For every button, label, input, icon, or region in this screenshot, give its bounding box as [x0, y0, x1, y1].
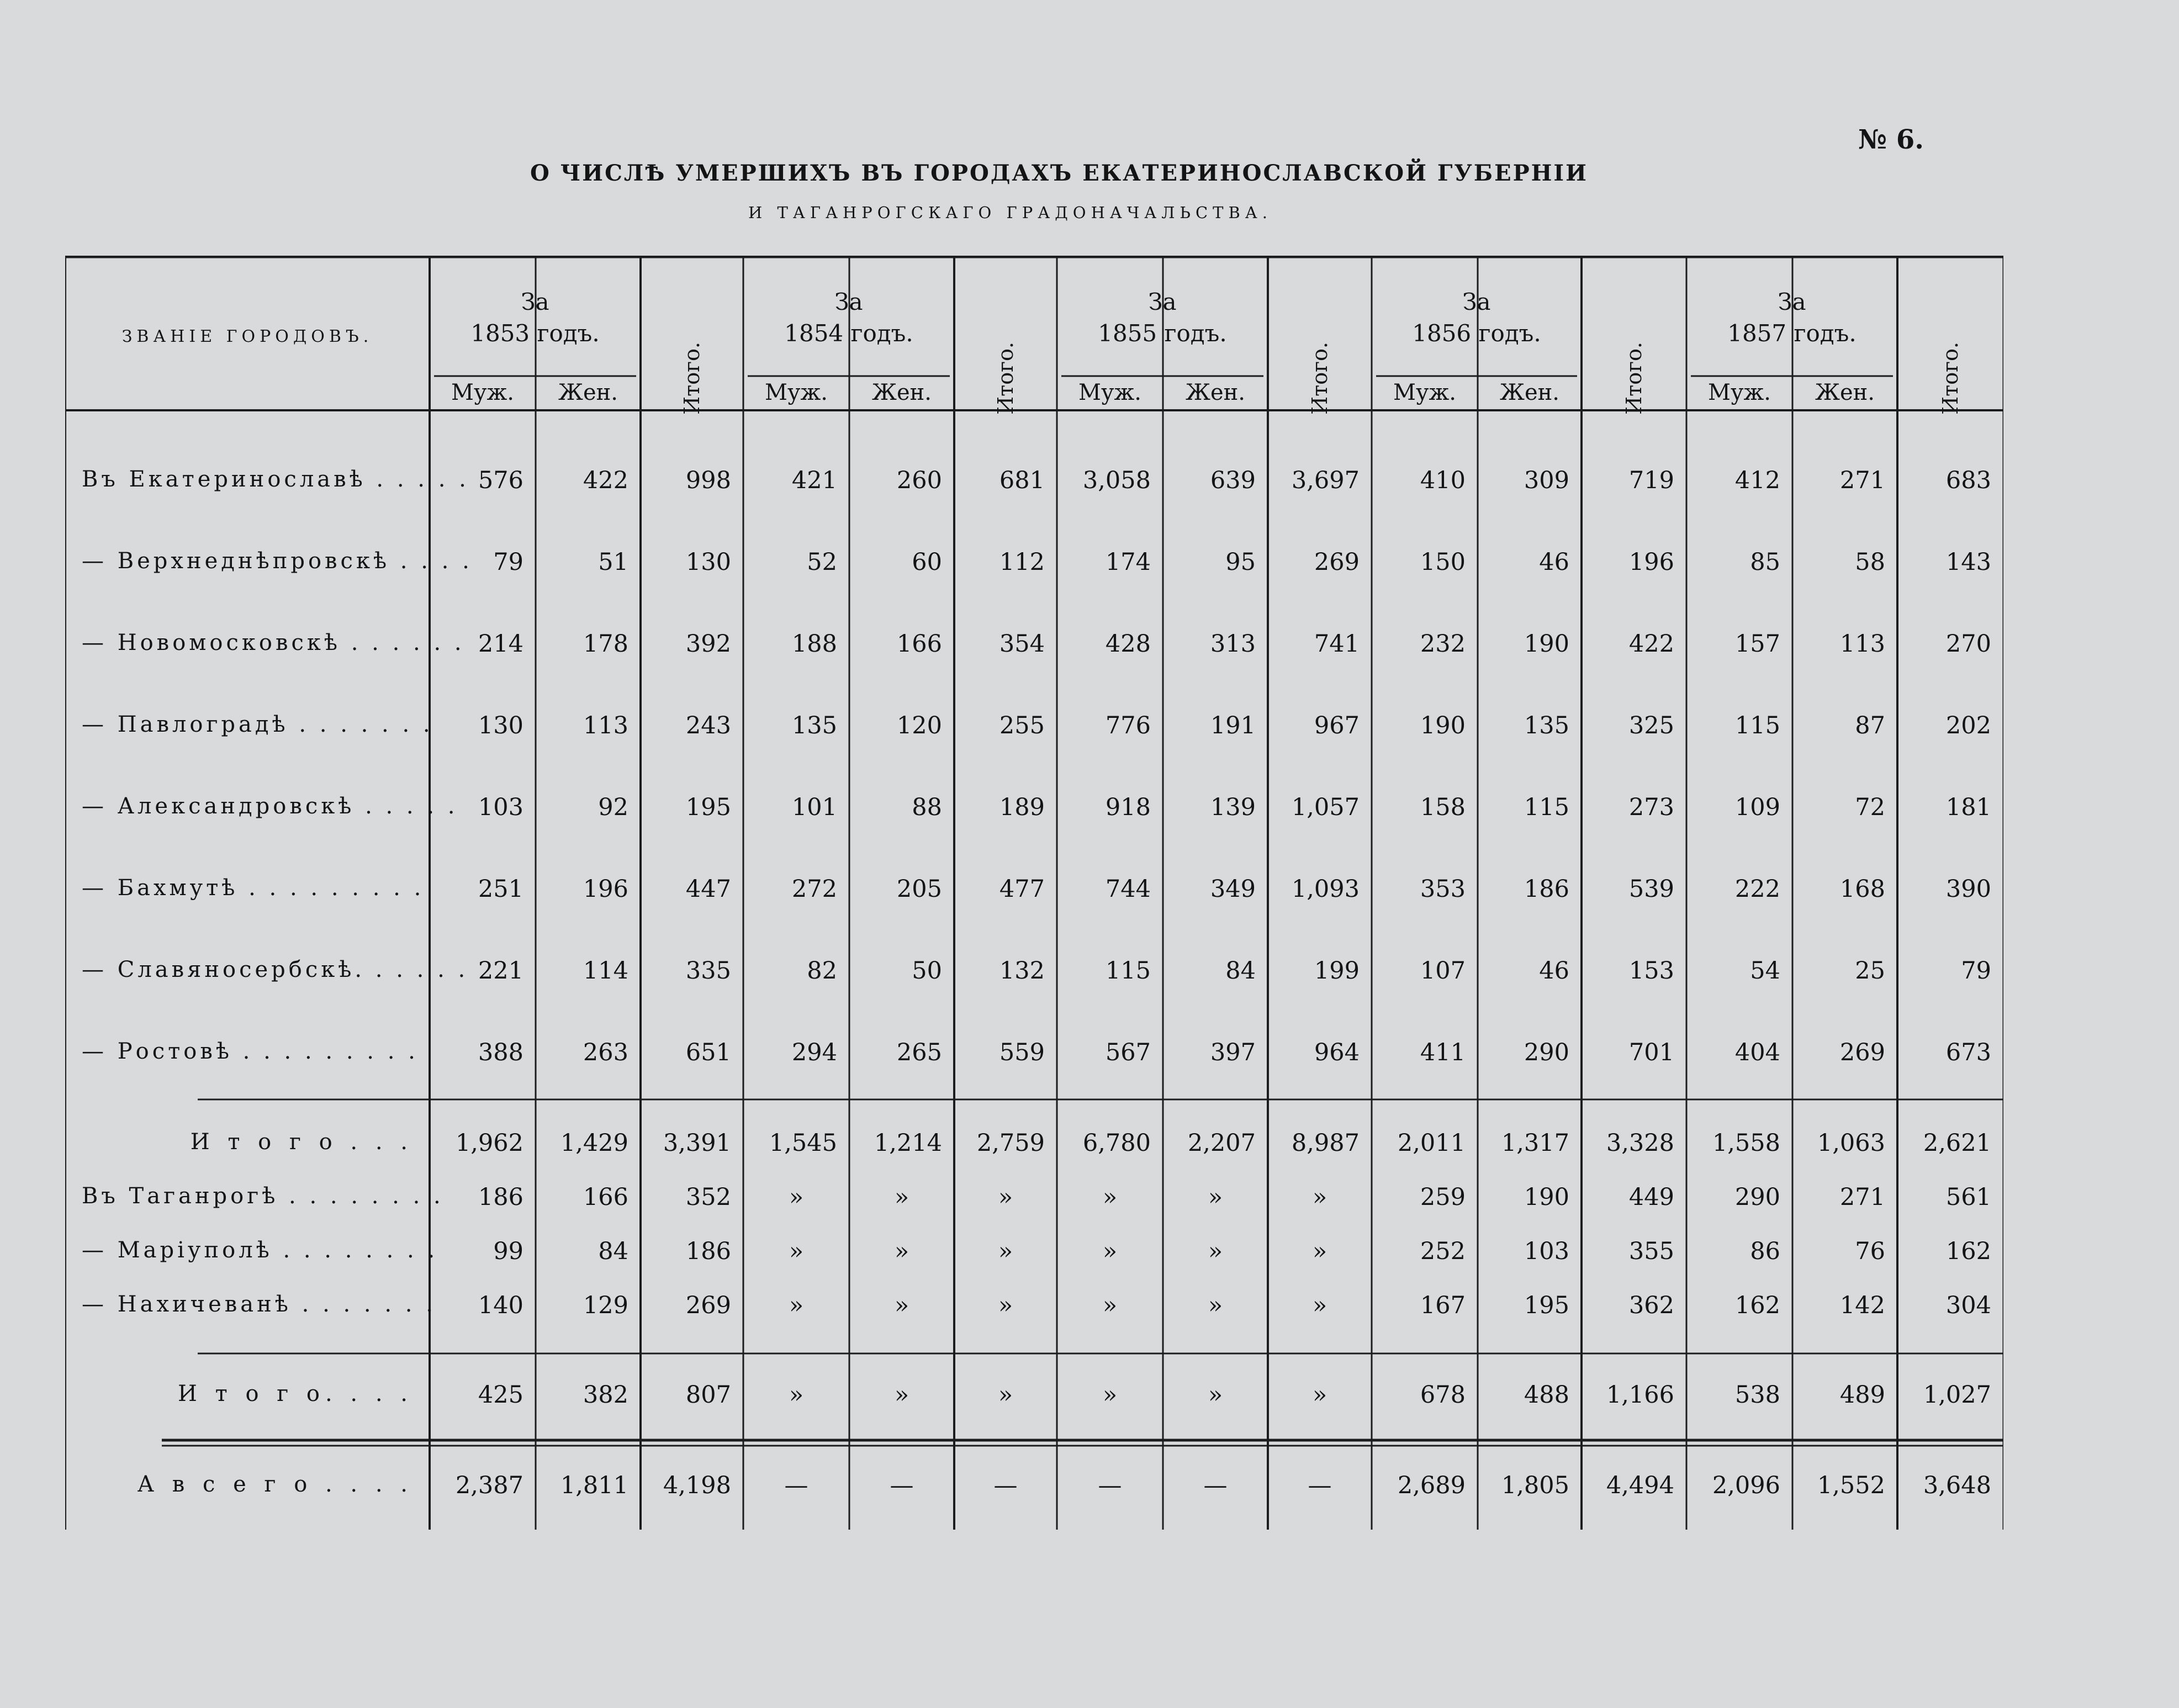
- city-row-cell: 354: [999, 630, 1045, 658]
- mortality-table: [65, 256, 2003, 1530]
- city-row-cell: 309: [1524, 467, 1569, 494]
- city-row-label: — Бахмутѣ . . . . . . . . .: [82, 875, 425, 901]
- city-row-cell: 411: [1420, 1039, 1466, 1066]
- city-row-label: — Верхнеднѣпровскѣ . . . .: [82, 548, 473, 574]
- subtotal-row-cell: 382: [583, 1381, 628, 1409]
- header-male: Муж.: [451, 380, 514, 405]
- city-row-cell: 135: [1524, 712, 1569, 739]
- city-row-cell: 567: [1105, 1039, 1151, 1066]
- city-row-cell: »: [894, 1238, 909, 1265]
- header-year-label: 1856 годъ.: [1412, 320, 1541, 347]
- city-row-cell: 166: [896, 630, 942, 658]
- subtotal-row-cell: »: [998, 1381, 1013, 1409]
- grand-total-row-cell: 2,096: [1712, 1472, 1780, 1499]
- city-row-cell: 167: [1420, 1292, 1466, 1319]
- city-row-cell: »: [894, 1183, 909, 1211]
- grand-total-row-cell: —: [1098, 1472, 1122, 1499]
- city-row-cell: 129: [583, 1292, 628, 1319]
- city-row-cell: 158: [1420, 794, 1466, 821]
- city-row-cell: 199: [1314, 957, 1360, 985]
- city-row-cell: »: [789, 1238, 804, 1265]
- subtotal-row-cell: 2,759: [976, 1129, 1045, 1157]
- city-row-cell: 86: [1750, 1238, 1780, 1265]
- city-row-cell: 352: [685, 1183, 731, 1211]
- grand-total-row-cell: 4,494: [1606, 1472, 1674, 1499]
- subtotal-row-cell: 2,621: [1923, 1129, 1991, 1157]
- city-row-label: — Новомосковскѣ . . . . . .: [82, 630, 465, 655]
- city-row-cell: 251: [478, 875, 523, 903]
- city-row-cell: 60: [912, 548, 942, 576]
- city-row-cell: 967: [1314, 712, 1360, 739]
- subtotal-row-cell: 2,207: [1187, 1129, 1256, 1157]
- city-row-cell: 260: [896, 467, 942, 494]
- subtotal-row-cell: 8,987: [1291, 1129, 1360, 1157]
- city-row-cell: 255: [999, 712, 1045, 739]
- city-row-cell: »: [1208, 1183, 1223, 1211]
- city-row-cell: 744: [1105, 875, 1151, 903]
- city-row-cell: 355: [1628, 1238, 1674, 1265]
- city-row-cell: 353: [1420, 875, 1466, 903]
- city-row-cell: 477: [999, 875, 1045, 903]
- city-row-cell: 181: [1945, 794, 1991, 821]
- city-row-cell: 741: [1314, 630, 1360, 658]
- header-year-label: 1857 годъ.: [1727, 320, 1857, 347]
- city-row-cell: 397: [1210, 1039, 1256, 1066]
- city-row-cell: 252: [1420, 1238, 1466, 1265]
- header-year-label: 1855 годъ.: [1098, 320, 1227, 347]
- city-row-cell: »: [789, 1183, 804, 1211]
- city-row-cell: 46: [1539, 957, 1569, 985]
- header-female: Жен.: [872, 380, 932, 405]
- city-row-cell: 422: [1628, 630, 1674, 658]
- city-row-cell: 576: [478, 467, 523, 494]
- city-row-cell: 449: [1628, 1183, 1674, 1211]
- city-row-cell: 964: [1314, 1039, 1360, 1066]
- city-row-cell: 412: [1734, 467, 1780, 494]
- city-row-cell: 259: [1420, 1183, 1466, 1211]
- city-row-cell: 195: [1524, 1292, 1569, 1319]
- city-row-cell: 58: [1855, 548, 1885, 576]
- city-row-cell: 410: [1420, 467, 1466, 494]
- city-row-cell: 51: [598, 548, 628, 576]
- grand-total-row-cell: —: [890, 1472, 914, 1499]
- city-row-cell: »: [1312, 1292, 1328, 1319]
- header-year-label: 1854 годъ.: [784, 320, 913, 347]
- city-row-cell: 174: [1105, 548, 1151, 576]
- city-row-label: — Александровскѣ . . . . .: [82, 794, 458, 819]
- city-row-cell: 294: [791, 1039, 837, 1066]
- city-row-cell: 25: [1855, 957, 1885, 985]
- city-row-cell: 82: [807, 957, 837, 985]
- city-row-cell: »: [1208, 1238, 1223, 1265]
- subtotal-row-label: И т о г о. . . .: [178, 1381, 413, 1406]
- city-row-cell: »: [1312, 1183, 1328, 1211]
- city-row-cell: 190: [1524, 1183, 1569, 1211]
- city-row-cell: »: [1102, 1183, 1118, 1211]
- city-row-cell: 120: [896, 712, 942, 739]
- city-row-cell: 265: [896, 1039, 942, 1066]
- city-row-cell: 143: [1945, 548, 1991, 576]
- city-row-cell: 271: [1839, 1183, 1885, 1211]
- city-row-cell: »: [1312, 1238, 1328, 1265]
- city-row-cell: 222: [1734, 875, 1780, 903]
- subtotal-row-cell: 1,962: [455, 1129, 523, 1157]
- subtotal-row-cell: 1,545: [769, 1129, 837, 1157]
- city-row-label: — Нахичеванѣ . . . . . . .: [82, 1292, 436, 1317]
- city-row-cell: 719: [1628, 467, 1674, 494]
- grand-total-row-cell: —: [1203, 1472, 1228, 1499]
- city-row-cell: »: [894, 1292, 909, 1319]
- city-row-cell: 132: [999, 957, 1045, 985]
- subtotal-row-cell: 2,011: [1397, 1129, 1466, 1157]
- subtotal-row-cell: 1,027: [1923, 1381, 1991, 1409]
- header-total: Итого.: [1938, 342, 1963, 415]
- city-row-cell: »: [998, 1183, 1013, 1211]
- city-row-cell: 189: [999, 794, 1045, 821]
- city-row-cell: 142: [1839, 1292, 1885, 1319]
- city-row-cell: 404: [1734, 1039, 1780, 1066]
- city-row-cell: 92: [598, 794, 628, 821]
- grand-total-row-cell: —: [784, 1472, 808, 1499]
- city-row-cell: 639: [1210, 467, 1256, 494]
- city-row-cell: 162: [1945, 1238, 1991, 1265]
- city-row-cell: 113: [583, 712, 628, 739]
- subtotal-row-cell: »: [1208, 1381, 1223, 1409]
- city-row-cell: 101: [791, 794, 837, 821]
- city-row-cell: 421: [791, 467, 837, 494]
- city-row-cell: 271: [1839, 467, 1885, 494]
- header-year-za: За: [1462, 288, 1491, 315]
- city-row-cell: 196: [1628, 548, 1674, 576]
- header-total: Итого.: [680, 342, 704, 415]
- city-row-cell: 186: [1524, 875, 1569, 903]
- city-row-cell: 191: [1210, 712, 1256, 739]
- city-row-cell: 130: [478, 712, 523, 739]
- city-row-cell: 190: [1420, 712, 1466, 739]
- subtotal-row-cell: 489: [1839, 1381, 1885, 1409]
- city-row-cell: 673: [1945, 1039, 1991, 1066]
- city-row-cell: 651: [685, 1039, 731, 1066]
- city-row-cell: 46: [1539, 548, 1569, 576]
- city-row-cell: »: [1102, 1292, 1118, 1319]
- city-row-cell: 1,093: [1291, 875, 1360, 903]
- city-row-cell: 87: [1855, 712, 1885, 739]
- grand-total-row-cell: —: [993, 1472, 1018, 1499]
- city-row-cell: 202: [1945, 712, 1991, 739]
- grand-total-row-cell: 1,805: [1501, 1472, 1569, 1499]
- city-row-cell: 157: [1734, 630, 1780, 658]
- city-row-cell: 270: [1945, 630, 1991, 658]
- header-female: Жен.: [1815, 380, 1875, 405]
- subtotal-row-cell: »: [1102, 1381, 1118, 1409]
- city-row-cell: 79: [493, 548, 523, 576]
- city-row-cell: 52: [807, 548, 837, 576]
- header-female: Жен.: [1500, 380, 1559, 405]
- subtotal-row-cell: 1,429: [560, 1129, 628, 1157]
- city-row-cell: 1,057: [1291, 794, 1360, 821]
- city-row-cell: 269: [1314, 548, 1360, 576]
- page-number: № 6.: [1858, 124, 1924, 155]
- city-row-cell: 272: [791, 875, 837, 903]
- header-year-za: За: [521, 288, 549, 315]
- city-row-cell: 166: [583, 1183, 628, 1211]
- subtotal-row-cell: 1,214: [874, 1129, 942, 1157]
- city-row-cell: 349: [1210, 875, 1256, 903]
- city-row-cell: 162: [1734, 1292, 1780, 1319]
- city-row-cell: 232: [1420, 630, 1466, 658]
- grand-total-row-cell: 2,689: [1397, 1472, 1466, 1499]
- city-row-cell: 76: [1855, 1238, 1885, 1265]
- grand-total-row-cell: —: [1308, 1472, 1332, 1499]
- city-row-cell: 115: [1524, 794, 1569, 821]
- city-row-cell: 114: [583, 957, 628, 985]
- city-row-cell: 701: [1628, 1039, 1674, 1066]
- city-row-cell: 54: [1750, 957, 1780, 985]
- city-row-cell: 107: [1420, 957, 1466, 985]
- city-row-cell: 84: [598, 1238, 628, 1265]
- city-row-cell: 290: [1734, 1183, 1780, 1211]
- city-row-cell: 313: [1210, 630, 1256, 658]
- grand-total-row-cell: 1,811: [560, 1472, 628, 1499]
- city-row-cell: 335: [685, 957, 731, 985]
- city-row-cell: 3,697: [1291, 467, 1360, 494]
- city-row-label: — Ростовѣ . . . . . . . . .: [82, 1039, 419, 1064]
- subtotal-row-cell: 538: [1734, 1381, 1780, 1409]
- subtotal-row-cell: 488: [1524, 1381, 1569, 1409]
- city-row-cell: 325: [1628, 712, 1674, 739]
- header-year-za: За: [834, 288, 863, 315]
- city-row-cell: 99: [493, 1238, 523, 1265]
- city-row-cell: 113: [1839, 630, 1885, 658]
- subtotal-row-cell: 1,166: [1606, 1381, 1674, 1409]
- grand-total-row-cell: 1,552: [1817, 1472, 1885, 1499]
- city-row-cell: 214: [478, 630, 523, 658]
- city-row-cell: 269: [1839, 1039, 1885, 1066]
- city-row-cell: 559: [999, 1039, 1045, 1066]
- city-row-cell: 153: [1628, 957, 1674, 985]
- city-row-cell: 168: [1839, 875, 1885, 903]
- city-row-cell: 95: [1225, 548, 1256, 576]
- city-row-cell: 362: [1628, 1292, 1674, 1319]
- subtotal-row-cell: 1,558: [1712, 1129, 1780, 1157]
- header-female: Жен.: [558, 380, 618, 405]
- header-year-za: За: [1778, 288, 1806, 315]
- city-row-cell: 290: [1524, 1039, 1569, 1066]
- city-row-cell: 196: [583, 875, 628, 903]
- city-row-cell: 79: [1961, 957, 1991, 985]
- header-year-za: За: [1148, 288, 1177, 315]
- city-row-cell: 139: [1210, 794, 1256, 821]
- city-row-cell: 422: [583, 467, 628, 494]
- city-row-cell: 186: [685, 1238, 731, 1265]
- subtotal-row-cell: 6,780: [1082, 1129, 1151, 1157]
- city-row-cell: 115: [1105, 957, 1151, 985]
- city-row-cell: 392: [685, 630, 731, 658]
- header-total: Итого.: [1622, 342, 1646, 415]
- city-row-cell: 243: [685, 712, 731, 739]
- header-male: Муж.: [764, 380, 828, 405]
- city-row-cell: 918: [1105, 794, 1151, 821]
- city-row-cell: 683: [1945, 467, 1991, 494]
- city-row-cell: 140: [478, 1292, 523, 1319]
- city-row-cell: 447: [685, 875, 731, 903]
- city-row-cell: 205: [896, 875, 942, 903]
- city-row-cell: 3,058: [1082, 467, 1151, 494]
- city-row-cell: 72: [1855, 794, 1885, 821]
- city-row-cell: 88: [912, 794, 942, 821]
- city-row-cell: 150: [1420, 548, 1466, 576]
- subtotal-row-cell: »: [894, 1381, 909, 1409]
- grand-total-row-cell: 3,648: [1923, 1472, 1991, 1499]
- city-row-cell: »: [998, 1238, 1013, 1265]
- city-row-cell: 188: [791, 630, 837, 658]
- subtotal-row-cell: 807: [685, 1381, 731, 1409]
- header-year-label: 1853 годъ.: [470, 320, 600, 347]
- city-row-cell: 84: [1225, 957, 1256, 985]
- subtotal-row-cell: 678: [1420, 1381, 1466, 1409]
- city-row-cell: 85: [1750, 548, 1780, 576]
- city-row-cell: »: [1208, 1292, 1223, 1319]
- city-row-cell: 539: [1628, 875, 1674, 903]
- city-row-label: — Маріуполѣ . . . . . . . .: [82, 1238, 438, 1263]
- city-row-cell: 304: [1945, 1292, 1991, 1319]
- subtotal-row-cell: »: [789, 1381, 804, 1409]
- subtotal-row-cell: 3,328: [1606, 1129, 1674, 1157]
- subtotal-row-label: И т о г о . . .: [190, 1129, 413, 1155]
- subtotal-row-cell: 1,317: [1501, 1129, 1569, 1157]
- city-row-cell: 269: [685, 1292, 731, 1319]
- header-cities-label: ЗВАНІЕ ГОРОДОВЪ.: [121, 327, 373, 346]
- subtotal-row-cell: 1,063: [1817, 1129, 1885, 1157]
- city-row-cell: 135: [791, 712, 837, 739]
- city-row-cell: »: [998, 1292, 1013, 1319]
- header-total: Итого.: [1308, 342, 1332, 415]
- city-row-cell: 998: [685, 467, 731, 494]
- city-row-cell: 178: [583, 630, 628, 658]
- table-subtitle: И ТАГАНРОГСКАГО ГРАДОНАЧАЛЬСТВА.: [748, 203, 1272, 222]
- city-row-cell: 195: [685, 794, 731, 821]
- city-row-cell: 186: [478, 1183, 523, 1211]
- city-row-cell: 103: [478, 794, 523, 821]
- subtotal-row-cell: 425: [478, 1381, 523, 1409]
- city-row-cell: 103: [1524, 1238, 1569, 1265]
- city-row-label: Въ Таганрогѣ . . . . . . . .: [82, 1183, 444, 1209]
- city-row-cell: 115: [1734, 712, 1780, 739]
- city-row-label: — Славяносербскѣ. . . . . .: [82, 957, 469, 982]
- subtotal-row-cell: »: [1312, 1381, 1328, 1409]
- city-row-cell: 221: [478, 957, 523, 985]
- city-row-cell: 561: [1945, 1183, 1991, 1211]
- city-row-cell: 130: [685, 548, 731, 576]
- subtotal-row-cell: 3,391: [663, 1129, 731, 1157]
- header-male: Муж.: [1078, 380, 1141, 405]
- city-row-cell: »: [1102, 1238, 1118, 1265]
- city-row-cell: 776: [1105, 712, 1151, 739]
- header-female: Жен.: [1186, 380, 1245, 405]
- header-male: Муж.: [1393, 380, 1456, 405]
- city-row-cell: 50: [912, 957, 942, 985]
- city-row-cell: 681: [999, 467, 1045, 494]
- header-male: Муж.: [1707, 380, 1771, 405]
- city-row-cell: 190: [1524, 630, 1569, 658]
- table-title: О ЧИСЛѢ УМЕРШИХЪ ВЪ ГОРОДАХЪ ЕКАТЕРИНОСЛАВСКОЙ ГУБЕРНІИ: [530, 160, 1588, 186]
- city-row-cell: 388: [478, 1039, 523, 1066]
- grand-total-row-cell: 4,198: [663, 1472, 731, 1499]
- grand-total-row-label: А в с е г о . . . .: [137, 1472, 413, 1497]
- grand-total-row-cell: 2,387: [455, 1472, 523, 1499]
- city-row-label: — Павлоградѣ . . . . . . .: [82, 712, 433, 737]
- city-row-cell: 109: [1734, 794, 1780, 821]
- city-row-label: Въ Екатеринославѣ . . . . .: [82, 467, 469, 492]
- header-total: Итого.: [993, 342, 1018, 415]
- city-row-cell: 112: [999, 548, 1045, 576]
- city-row-cell: 263: [583, 1039, 628, 1066]
- city-row-cell: 428: [1105, 630, 1151, 658]
- city-row-cell: 273: [1628, 794, 1674, 821]
- city-row-cell: »: [789, 1292, 804, 1319]
- city-row-cell: 390: [1945, 875, 1991, 903]
